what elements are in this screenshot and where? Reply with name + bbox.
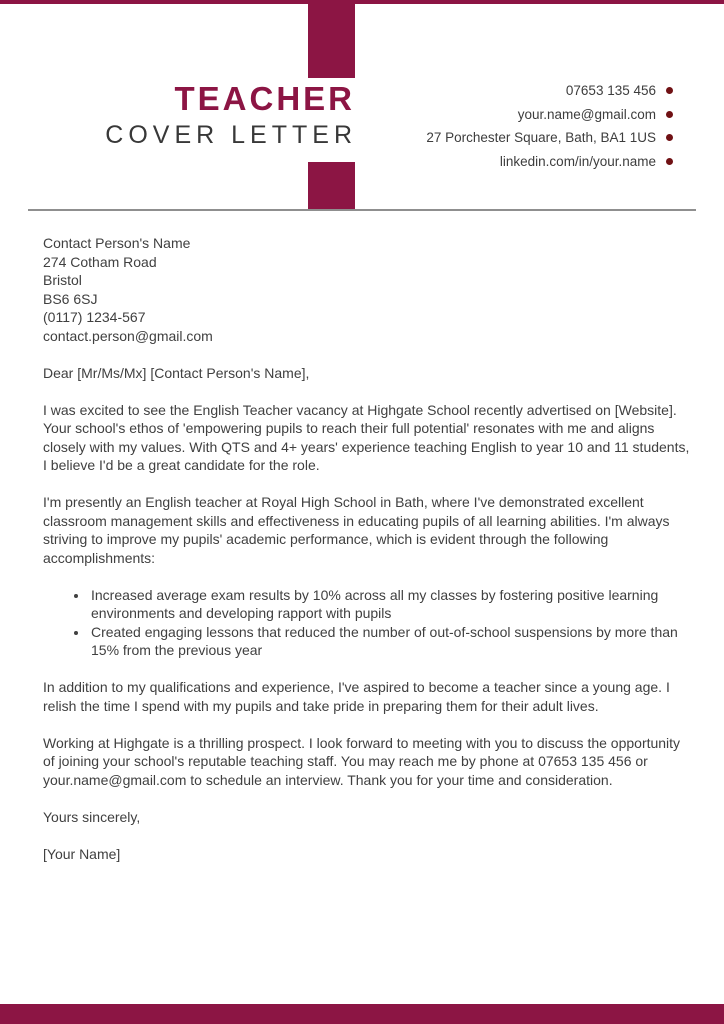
recipient-phone: (0117) 1234-567 <box>43 309 146 325</box>
contact-row-linkedin <box>426 150 673 174</box>
paragraph-intro: I was excited to see the English Teacher vacancy at Highgate School recently advertised on [Website]. Your school's ethos of 'empowering pupils to reach their full potential' resonates with me and aligns closely with my values. With QTS and 4+ years' experience teaching English to year 10 and 11 students, I believe I'd be a great candidate for the role. <box>43 401 690 473</box>
bottom-accent-bar <box>0 1004 724 1024</box>
recipient-postcode: BS6 6SJ <box>43 290 98 307</box>
email-bullet-icon <box>666 111 673 118</box>
accomplishment-item: • Increased average exam results by 10% across all my classes by fostering positive learning environments and developing rapport with pupils <box>89 586 695 623</box>
header-stripe-bottom <box>308 162 355 210</box>
address-bullet-icon <box>666 134 673 141</box>
contact-row-email <box>426 103 673 127</box>
header-stripe-top <box>308 0 355 78</box>
page-title: TEACHER <box>174 80 355 117</box>
header-separator <box>28 209 696 211</box>
paragraph-experience: I'm presently an English teacher at Royal High School in Bath, where I've demonstrated excellent classroom management skills and effectiveness in educating pupils of all learning abilities. I'm always striving to improve my pupils' academic performance, which is evident through the following accomplishments: <box>43 494 670 566</box>
top-accent-bar <box>0 0 724 4</box>
paragraph-motivation: In addition to my qualifications and experience, I've aspired to become a teacher since a young age. I relish the time I spend with my pupils and take pride in preparing them for their adult lives. <box>43 679 670 714</box>
recipient-street: 274 Cotham Road <box>43 253 157 270</box>
header-title-block <box>0 80 357 149</box>
recipient-name: Contact Person's Name <box>43 235 191 251</box>
recipient-city: Bristol <box>43 272 82 288</box>
accomplishment-list <box>43 586 695 660</box>
contact-row-address <box>426 126 673 150</box>
contact-row-phone <box>426 79 673 103</box>
page-subtitle: COVER LETTER <box>105 121 357 149</box>
paragraph-closing: Working at Highgate is a thrilling prospect. I look forward to meeting with you to discuss the opportunity of joining your school's reputable teaching staff. You may reach me by phone at 07653 135 456 or your.name@gmail.com to schedule an interview. Thank you for your time and consideration. <box>43 734 681 788</box>
phone-bullet-icon <box>666 87 673 94</box>
contact-block <box>426 79 673 173</box>
signature: [Your Name] <box>43 845 121 862</box>
accomplishment-item: • Created engaging lessons that reduced the number of out-of-school suspensions by more than 15% from the previous year <box>89 623 695 660</box>
contact-email: your.name@gmail.com <box>517 106 656 122</box>
contact-linkedin: linkedin.com/in/your.name <box>499 153 656 169</box>
contact-phone: 07653 135 456 <box>565 83 656 99</box>
closing: Yours sincerely, <box>43 808 141 825</box>
recipient-email: contact.person@gmail.com <box>43 327 213 344</box>
letter-body <box>43 234 695 863</box>
salutation: Dear [Mr/Ms/Mx] [Contact Person's Name], <box>43 364 310 381</box>
linkedin-bullet-icon <box>666 158 673 165</box>
contact-address: 27 Porchester Square, Bath, BA1 1US <box>426 130 656 146</box>
